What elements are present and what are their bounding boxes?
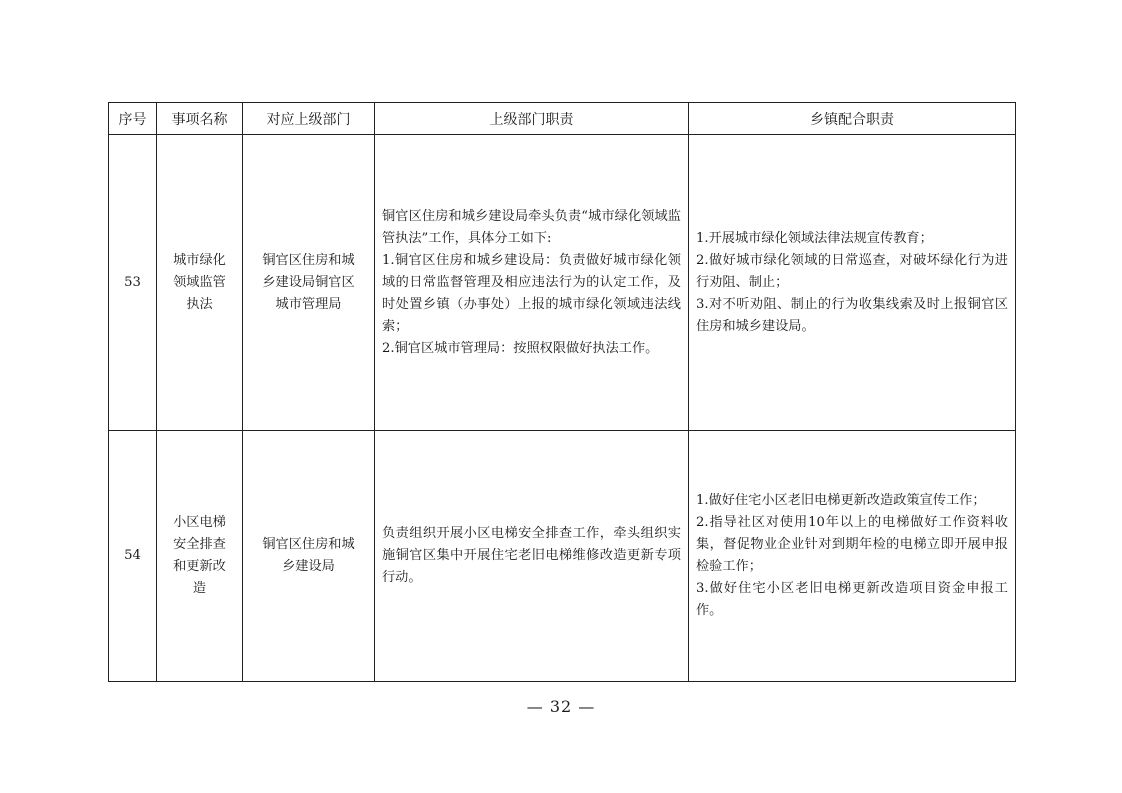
header-item-name: 事项名称 [157,103,243,135]
row-superior-duties [375,431,689,682]
responsibility-table [108,102,1016,682]
row-superior-duties [375,135,689,431]
row-item-name: 小区电梯安全排查和更新改造 [157,431,243,682]
town-duty-paragraph: 3.做好住宅小区老旧电梯更新改造项目资金申报工作。 [696,581,1008,618]
row-serial-number: 53 [109,135,157,431]
row-item-name: 城市绿化领域监管执法 [157,135,243,431]
row-town-duties [689,135,1016,431]
town-duty-paragraph: 1.做好住宅小区老旧电梯更新改造政策宣传工作； [696,493,986,508]
header-town-duties: 乡镇配合职责 [689,103,1016,135]
town-duty-paragraph: 3.对不听劝阻、制止的行为收集线索及时上报铜官区住房和城乡建设局。 [696,296,1008,334]
superior-duty-paragraph: 铜官区住房和城乡建设局牵头负责“城市绿化领域监管执法”工作，具体分工如下: [382,208,681,246]
table-row [109,431,1016,682]
header-superior-duties: 上级部门职责 [375,103,689,135]
town-duty-paragraph: 2.指导社区对使用10年以上的电梯做好工作资料收集，督促物业企业针对到期年检的电梯立即开展申报检验工作； [696,515,1008,574]
town-duty-paragraph: 2.做好城市绿化领域的日常巡查，对破坏绿化行为进行劝阻、制止； [696,252,1008,290]
row-town-duties [689,431,1016,682]
header-superior-department: 对应上级部门 [243,103,375,135]
row-superior-department: 铜官区住房和城乡建设局铜官区城市管理局 [243,135,375,431]
superior-duty-paragraph: 2.铜官区城市管理局：按照权限做好执法工作。 [382,340,659,356]
header-serial-number: 序号 [109,103,157,135]
superior-duty-paragraph: 负责组织开展小区电梯安全排查工作，牵头组织实施铜官区集中开展住宅老旧电梯维修改造更新专项行动。 [382,526,681,585]
page-number: — 32 — [526,697,596,716]
superior-duty-paragraph: 1.铜官区住房和城乡建设局：负责做好城市绿化领域的日常监督管理及相应违法行为的认定工作，及时处置乡镇（办事处）上报的城市绿化领域违法线索； [382,252,681,334]
town-duty-paragraph: 1.开展城市绿化领域法律法规宣传教育； [696,230,933,246]
table-row [109,135,1016,431]
row-superior-department: 铜官区住房和城乡建设局 [243,431,375,682]
table-header-row [109,103,1016,135]
row-serial-number: 54 [109,431,157,682]
